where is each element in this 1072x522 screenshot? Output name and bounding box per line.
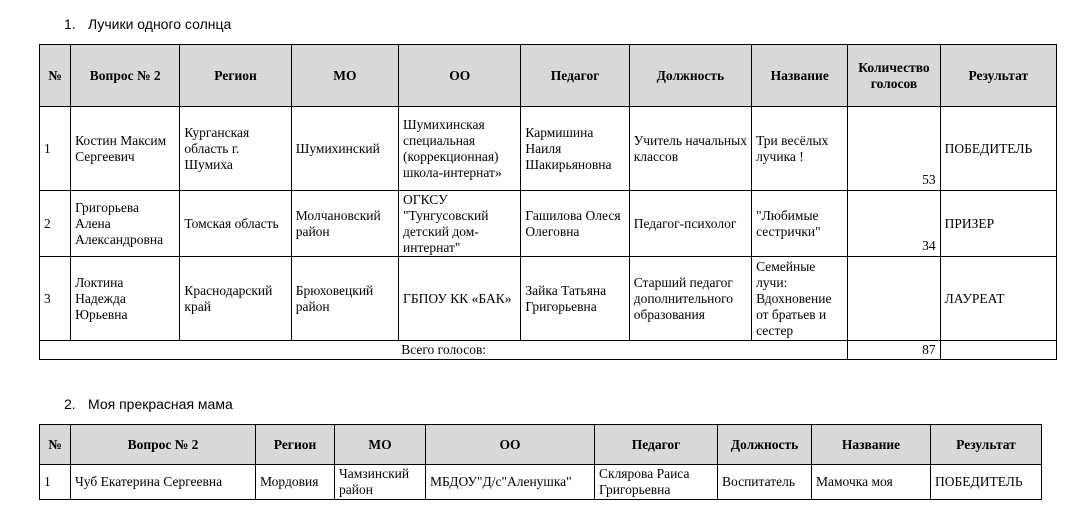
col-header-number: № — [40, 425, 71, 465]
col-header-question: Вопрос № 2 — [71, 425, 256, 465]
section-2-number: 2. — [64, 396, 76, 412]
cell-mo: Брюховецкий район — [291, 257, 398, 341]
results-table-1 — [39, 44, 1057, 360]
cell-result: ПОБЕДИТЕЛЬ — [931, 465, 1042, 500]
total-label: Всего голосов: — [40, 341, 848, 360]
results-table-2 — [39, 424, 1042, 500]
col-header-votes: Количество голосов — [848, 45, 940, 107]
section-1-title: Лучики одного солнца — [88, 16, 232, 32]
cell-region: Мордовия — [256, 465, 335, 500]
cell-region: Курганская область г. Шумиха — [180, 107, 291, 191]
total-row — [40, 341, 1057, 360]
cell-number: 1 — [40, 465, 71, 500]
cell-teacher: Гашилова Олеся Олеговна — [521, 191, 629, 257]
cell-result: ПОБЕДИТЕЛЬ — [940, 107, 1056, 191]
col-header-oo: ОО — [426, 425, 595, 465]
cell-result: ЛАУРЕАТ — [940, 257, 1056, 341]
cell-name: Григорьева Алена Александровна — [71, 191, 180, 257]
section-1-heading — [64, 16, 231, 32]
col-header-position: Должность — [629, 45, 751, 107]
col-header-oo: ОО — [399, 45, 521, 107]
table-row — [40, 465, 1042, 500]
cell-number: 3 — [40, 257, 71, 341]
cell-oo: ОГКСУ "Тунгусовский детский дом-интернат" — [399, 191, 521, 257]
col-header-teacher: Педагог — [521, 45, 629, 107]
cell-teacher: Зайка Татьяна Григорьевна — [521, 257, 629, 341]
cell-title: Три весёлых лучика ! — [752, 107, 848, 191]
table-row — [40, 191, 1057, 257]
cell-position: Старший педагог дополнительного образования — [629, 257, 751, 341]
cell-position: Педагог-психолог — [629, 191, 751, 257]
section-1-number: 1. — [64, 16, 76, 32]
cell-oo: МБДОУ"Д/с"Аленушка" — [426, 465, 595, 500]
section-2-heading — [64, 396, 233, 412]
cell-mo: Молчановский район — [291, 191, 398, 257]
cell-title: Семейные лучи: Вдохновение от братьев и сестер — [752, 257, 848, 341]
col-header-mo: МО — [291, 45, 398, 107]
cell-name: Чуб Екатерина Сергеевна — [71, 465, 256, 500]
cell-teacher: Склярова Раиса Григорьевна — [595, 465, 718, 500]
section-2-title: Моя прекрасная мама — [88, 396, 233, 412]
cell-teacher: Кармишина Наиля Шакирьяновна — [521, 107, 629, 191]
total-empty-cell — [940, 341, 1056, 360]
cell-votes: 53 — [848, 107, 940, 191]
cell-title: "Любимые сестрички" — [752, 191, 848, 257]
cell-number: 2 — [40, 191, 71, 257]
cell-position: Учитель начальных классов — [629, 107, 751, 191]
cell-mo: Шумихинский — [291, 107, 398, 191]
col-header-position: Должность — [718, 425, 812, 465]
col-header-result: Результат — [931, 425, 1042, 465]
cell-votes: 34 — [848, 191, 940, 257]
cell-region: Краснодарский край — [180, 257, 291, 341]
cell-title: Мамочка моя — [812, 465, 931, 500]
col-header-region: Регион — [180, 45, 291, 107]
col-header-region: Регион — [256, 425, 335, 465]
col-header-mo: МО — [335, 425, 426, 465]
cell-mo: Чамзинский район — [335, 465, 426, 500]
total-value: 87 — [848, 341, 940, 360]
col-header-number: № — [40, 45, 71, 107]
table-row — [40, 107, 1057, 191]
cell-region: Томская область — [180, 191, 291, 257]
cell-votes — [848, 257, 940, 341]
cell-number: 1 — [40, 107, 71, 191]
cell-oo: ГБПОУ КК «БАК» — [399, 257, 521, 341]
cell-name: Костин Максим Сергеевич — [71, 107, 180, 191]
col-header-result: Результат — [940, 45, 1056, 107]
col-header-title: Название — [752, 45, 848, 107]
col-header-title: Название — [812, 425, 931, 465]
table-row — [40, 257, 1057, 341]
table-2-header-row — [40, 425, 1042, 465]
cell-position: Воспитатель — [718, 465, 812, 500]
col-header-question: Вопрос № 2 — [71, 45, 180, 107]
col-header-teacher: Педагог — [595, 425, 718, 465]
cell-result: ПРИЗЕР — [940, 191, 1056, 257]
cell-name: Локтина Надежда Юрьевна — [71, 257, 180, 341]
cell-oo: Шумихинская специальная (коррекционная) школа-интернат» — [399, 107, 521, 191]
table-1-header-row — [40, 45, 1057, 107]
